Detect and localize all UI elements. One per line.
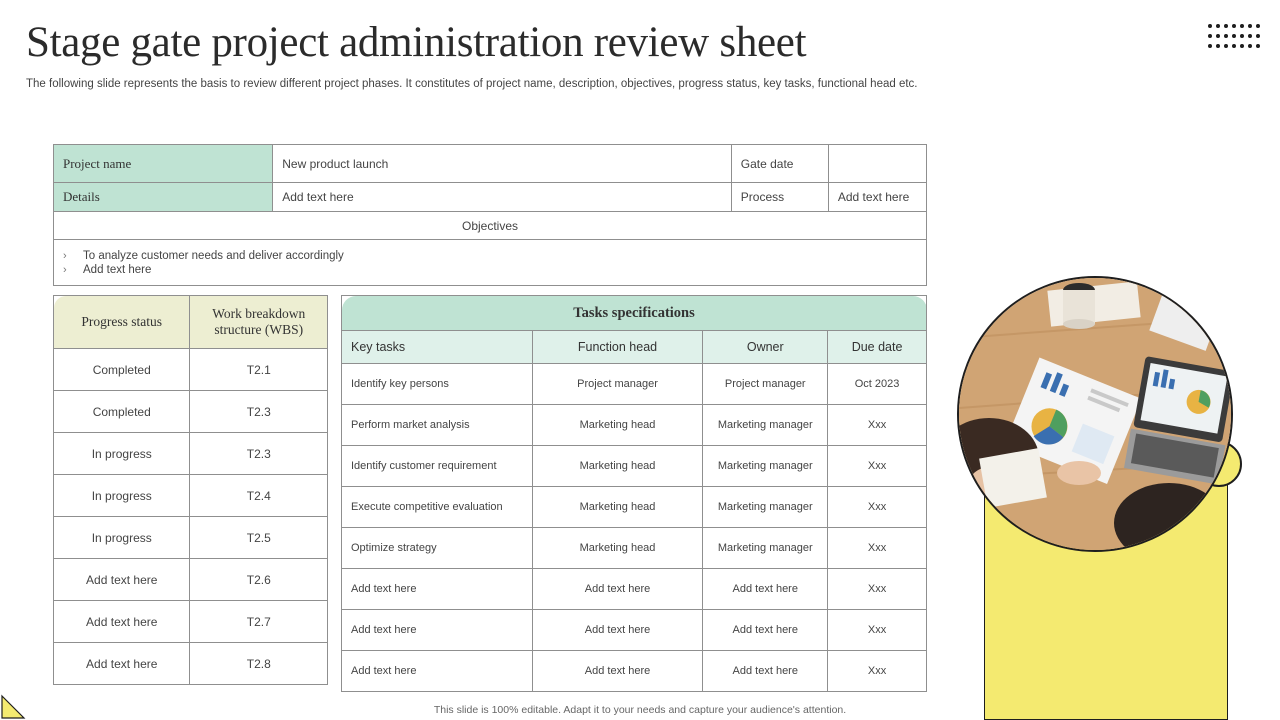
wbs-cell: T2.6 <box>190 559 328 601</box>
chevron-right-icon: › <box>63 249 67 262</box>
project-info-table <box>53 144 927 286</box>
page-subtitle: The following slide represents the basis to review different project phases. It constitutes of project name, description, objectives, progress status, key tasks, functional head etc. <box>26 78 918 90</box>
key-tasks-header: Key tasks <box>342 331 533 364</box>
progress-status-cell: In progress <box>54 433 190 475</box>
table-row <box>54 559 328 601</box>
function-head-cell: Add text here <box>532 651 703 692</box>
owner-cell: Marketing manager <box>703 487 828 528</box>
table-row <box>342 446 927 487</box>
progress-status-cell: In progress <box>54 475 190 517</box>
tasks-specifications-table <box>341 295 927 692</box>
project-name-label: Project name <box>54 145 273 183</box>
table-row <box>342 651 927 692</box>
progress-status-header: Progress status <box>54 296 190 349</box>
function-head-cell: Marketing head <box>532 487 703 528</box>
table-row <box>342 364 927 405</box>
table-row <box>342 405 927 446</box>
progress-status-cell: Add text here <box>54 643 190 685</box>
key-task-cell: Add text here <box>342 569 533 610</box>
table-row <box>54 643 328 685</box>
details-value: Add text here <box>273 183 732 212</box>
function-head-cell: Add text here <box>532 610 703 651</box>
wbs-cell: T2.3 <box>190 391 328 433</box>
wbs-cell: T2.4 <box>190 475 328 517</box>
function-head-cell: Marketing head <box>532 528 703 569</box>
table-row <box>342 487 927 528</box>
due-date-header: Due date <box>828 331 927 364</box>
table-row <box>54 349 328 391</box>
key-task-cell: Add text here <box>342 610 533 651</box>
owner-cell: Add text here <box>703 610 828 651</box>
process-label: Process <box>731 183 828 212</box>
objectives-list <box>54 240 927 286</box>
owner-cell: Marketing manager <box>703 528 828 569</box>
function-head-header: Function head <box>532 331 703 364</box>
progress-status-table <box>53 295 328 685</box>
table-row <box>54 433 328 475</box>
due-date-cell: Xxx <box>828 487 927 528</box>
due-date-cell: Xxx <box>828 651 927 692</box>
table-row <box>54 391 328 433</box>
gate-date-value <box>828 145 926 183</box>
progress-status-cell: Completed <box>54 349 190 391</box>
key-task-cell: Execute competitive evaluation <box>342 487 533 528</box>
key-task-cell: Identify key persons <box>342 364 533 405</box>
details-label: Details <box>54 183 273 212</box>
owner-cell: Add text here <box>703 651 828 692</box>
due-date-cell: Xxx <box>828 528 927 569</box>
function-head-cell: Marketing head <box>532 446 703 487</box>
objective-item <box>63 249 917 263</box>
owner-cell: Marketing manager <box>703 446 828 487</box>
wbs-cell: T2.8 <box>190 643 328 685</box>
function-head-cell: Marketing head <box>532 405 703 446</box>
project-name-value: New product launch <box>273 145 732 183</box>
wbs-header: Work breakdown structure (WBS) <box>190 296 328 349</box>
owner-cell: Add text here <box>703 569 828 610</box>
due-date-cell: Xxx <box>828 569 927 610</box>
due-date-cell: Xxx <box>828 446 927 487</box>
objective-text: To analyze customer needs and deliver accordingly <box>83 249 344 262</box>
objectives-label: Objectives <box>54 212 927 240</box>
gate-date-label: Gate date <box>731 145 828 183</box>
table-row <box>342 610 927 651</box>
tasks-table-caption: Tasks specifications <box>342 296 927 331</box>
key-task-cell: Perform market analysis <box>342 405 533 446</box>
team-meeting-photo <box>957 276 1233 552</box>
progress-status-cell: Completed <box>54 391 190 433</box>
page-title: Stage gate project administration review sheet <box>26 19 807 66</box>
wbs-cell: T2.5 <box>190 517 328 559</box>
wbs-cell: T2.7 <box>190 601 328 643</box>
process-value: Add text here <box>828 183 926 212</box>
owner-cell: Project manager <box>703 364 828 405</box>
objective-text: Add text here <box>83 263 152 276</box>
table-row <box>54 517 328 559</box>
dot-grid-decoration <box>1208 24 1260 52</box>
table-row <box>54 475 328 517</box>
key-task-cell: Optimize strategy <box>342 528 533 569</box>
due-date-cell: Xxx <box>828 405 927 446</box>
chevron-right-icon: › <box>63 263 67 276</box>
owner-header: Owner <box>703 331 828 364</box>
function-head-cell: Project manager <box>532 364 703 405</box>
owner-cell: Marketing manager <box>703 405 828 446</box>
footer-note: This slide is 100% editable. Adapt it to your needs and capture your audience's attention. <box>433 704 847 716</box>
key-task-cell: Identify customer requirement <box>342 446 533 487</box>
progress-status-cell: In progress <box>54 517 190 559</box>
wbs-cell: T2.3 <box>190 433 328 475</box>
due-date-cell: Xxx <box>828 610 927 651</box>
table-row <box>54 601 328 643</box>
progress-status-cell: Add text here <box>54 601 190 643</box>
wbs-cell: T2.1 <box>190 349 328 391</box>
progress-status-cell: Add text here <box>54 559 190 601</box>
objective-item <box>63 263 917 277</box>
table-row <box>342 528 927 569</box>
due-date-cell: Oct 2023 <box>828 364 927 405</box>
function-head-cell: Add text here <box>532 569 703 610</box>
key-task-cell: Add text here <box>342 651 533 692</box>
table-row <box>342 569 927 610</box>
